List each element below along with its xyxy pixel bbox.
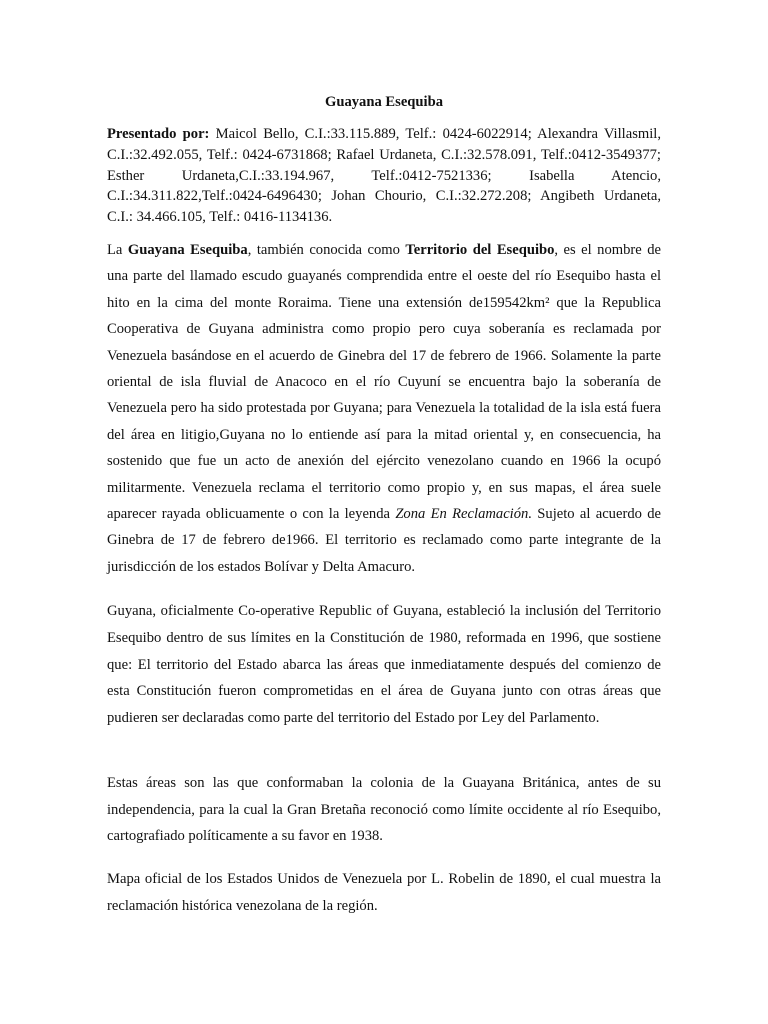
p1-text-1: La (107, 242, 128, 258)
authors-list: Maicol Bello, C.I.:33.115.889, Telf.: 0424-6022914; Alexandra Villasmil, C.I.:32.492.055, Telf.: 0424-6731868; Rafael Urdaneta, C.I.:32.578.091, Telf.:0412-3549377; Esther Urdaneta,C.I.:33.194.967, Telf.:0412-7521336; Isabella Atencio, C.I.:34.311.822,Telf.:0424-6496430; Johan Chourio, C.I.:32.272.208; Angibeth Urdaneta, C.I.: 34.466.105, Telf.: 0416-1134136. (107, 126, 661, 226)
paragraph-2: Guyana, oficialmente Co-operative Republic of Guyana, estableció la inclusión del Territorio Esequibo dentro de sus límites en la Constitución de 1980, reformada en 1996, que sostiene que: El territorio del Estado abarca las áreas que inmediatamente después del comienzo de esta Constitución fueron comprometidas en el área de Guyana junto con otras áreas que pudieren ser declaradas como parte del territorio del Estado por Ley del Parlamento. (107, 603, 661, 727)
paragraph-4: Mapa oficial de los Estados Unidos de Venezuela por L. Robelin de 1890, el cual muestra la reclamación histórica venezolana de la región. (107, 871, 661, 914)
document-title: Guayana Esequiba (324, 94, 443, 110)
p1-text-4: Sujeto al acuerdo de Ginebra de 17 de febrero de1966. El territorio es reclamado como parte integrante de la jurisdicción de los estados Bolívar y Delta Amacuro. (107, 506, 661, 575)
p1-text-3: , es el nombre de una parte del llamado escudo guayanés comprendida entre el oeste del río Esequibo hasta el hito en la cima del monte Roraima. Tiene una extensión de159542km² que la Republica Cooperativa de Guyana administra como propio pero cuya soberanía es reclamada por Venezuela basándose en el acuerdo de Ginebra del 17 de febrero de 1966. Solamente la parte oriental de isla fluvial de Anacoco en el río Cuyuní se encuentra bajo la soberanía de Venezuela pero ha sido protestada por Guyana; para Venezuela la totalidad de la isla está fuera del área en litigio,Guyana no lo entiende así para la mitad oriental y, en consecuencia, ha sostenido que fue un acto de anexión del ejército venezolano cuando en 1966 la ocupó militarmente. Venezuela reclama el territorio como propio y, en sus mapas, el área suele aparecer rayada oblicuamente o con la leyenda (107, 242, 661, 523)
paragraph-1 (107, 237, 661, 580)
presented-by-label: Presentado por: (107, 126, 210, 142)
p1-bold-guayana-esequiba: Guayana Esequiba (127, 242, 248, 258)
paragraph-3: Estas áreas son las que conformaban la colonia de la Guayana Británica, antes de su independencia, para la cual la Gran Bretaña reconoció como límite occidente al río Esequibo, cartografiado políticamente a su favor en 1938. (107, 775, 661, 845)
p1-italic-zona: Zona En Reclamación. (395, 506, 532, 523)
p1-bold-territorio: Territorio del Esequibo (405, 242, 555, 258)
p1-text-2: , también conocida como (247, 242, 406, 258)
authors-paragraph (107, 124, 661, 228)
